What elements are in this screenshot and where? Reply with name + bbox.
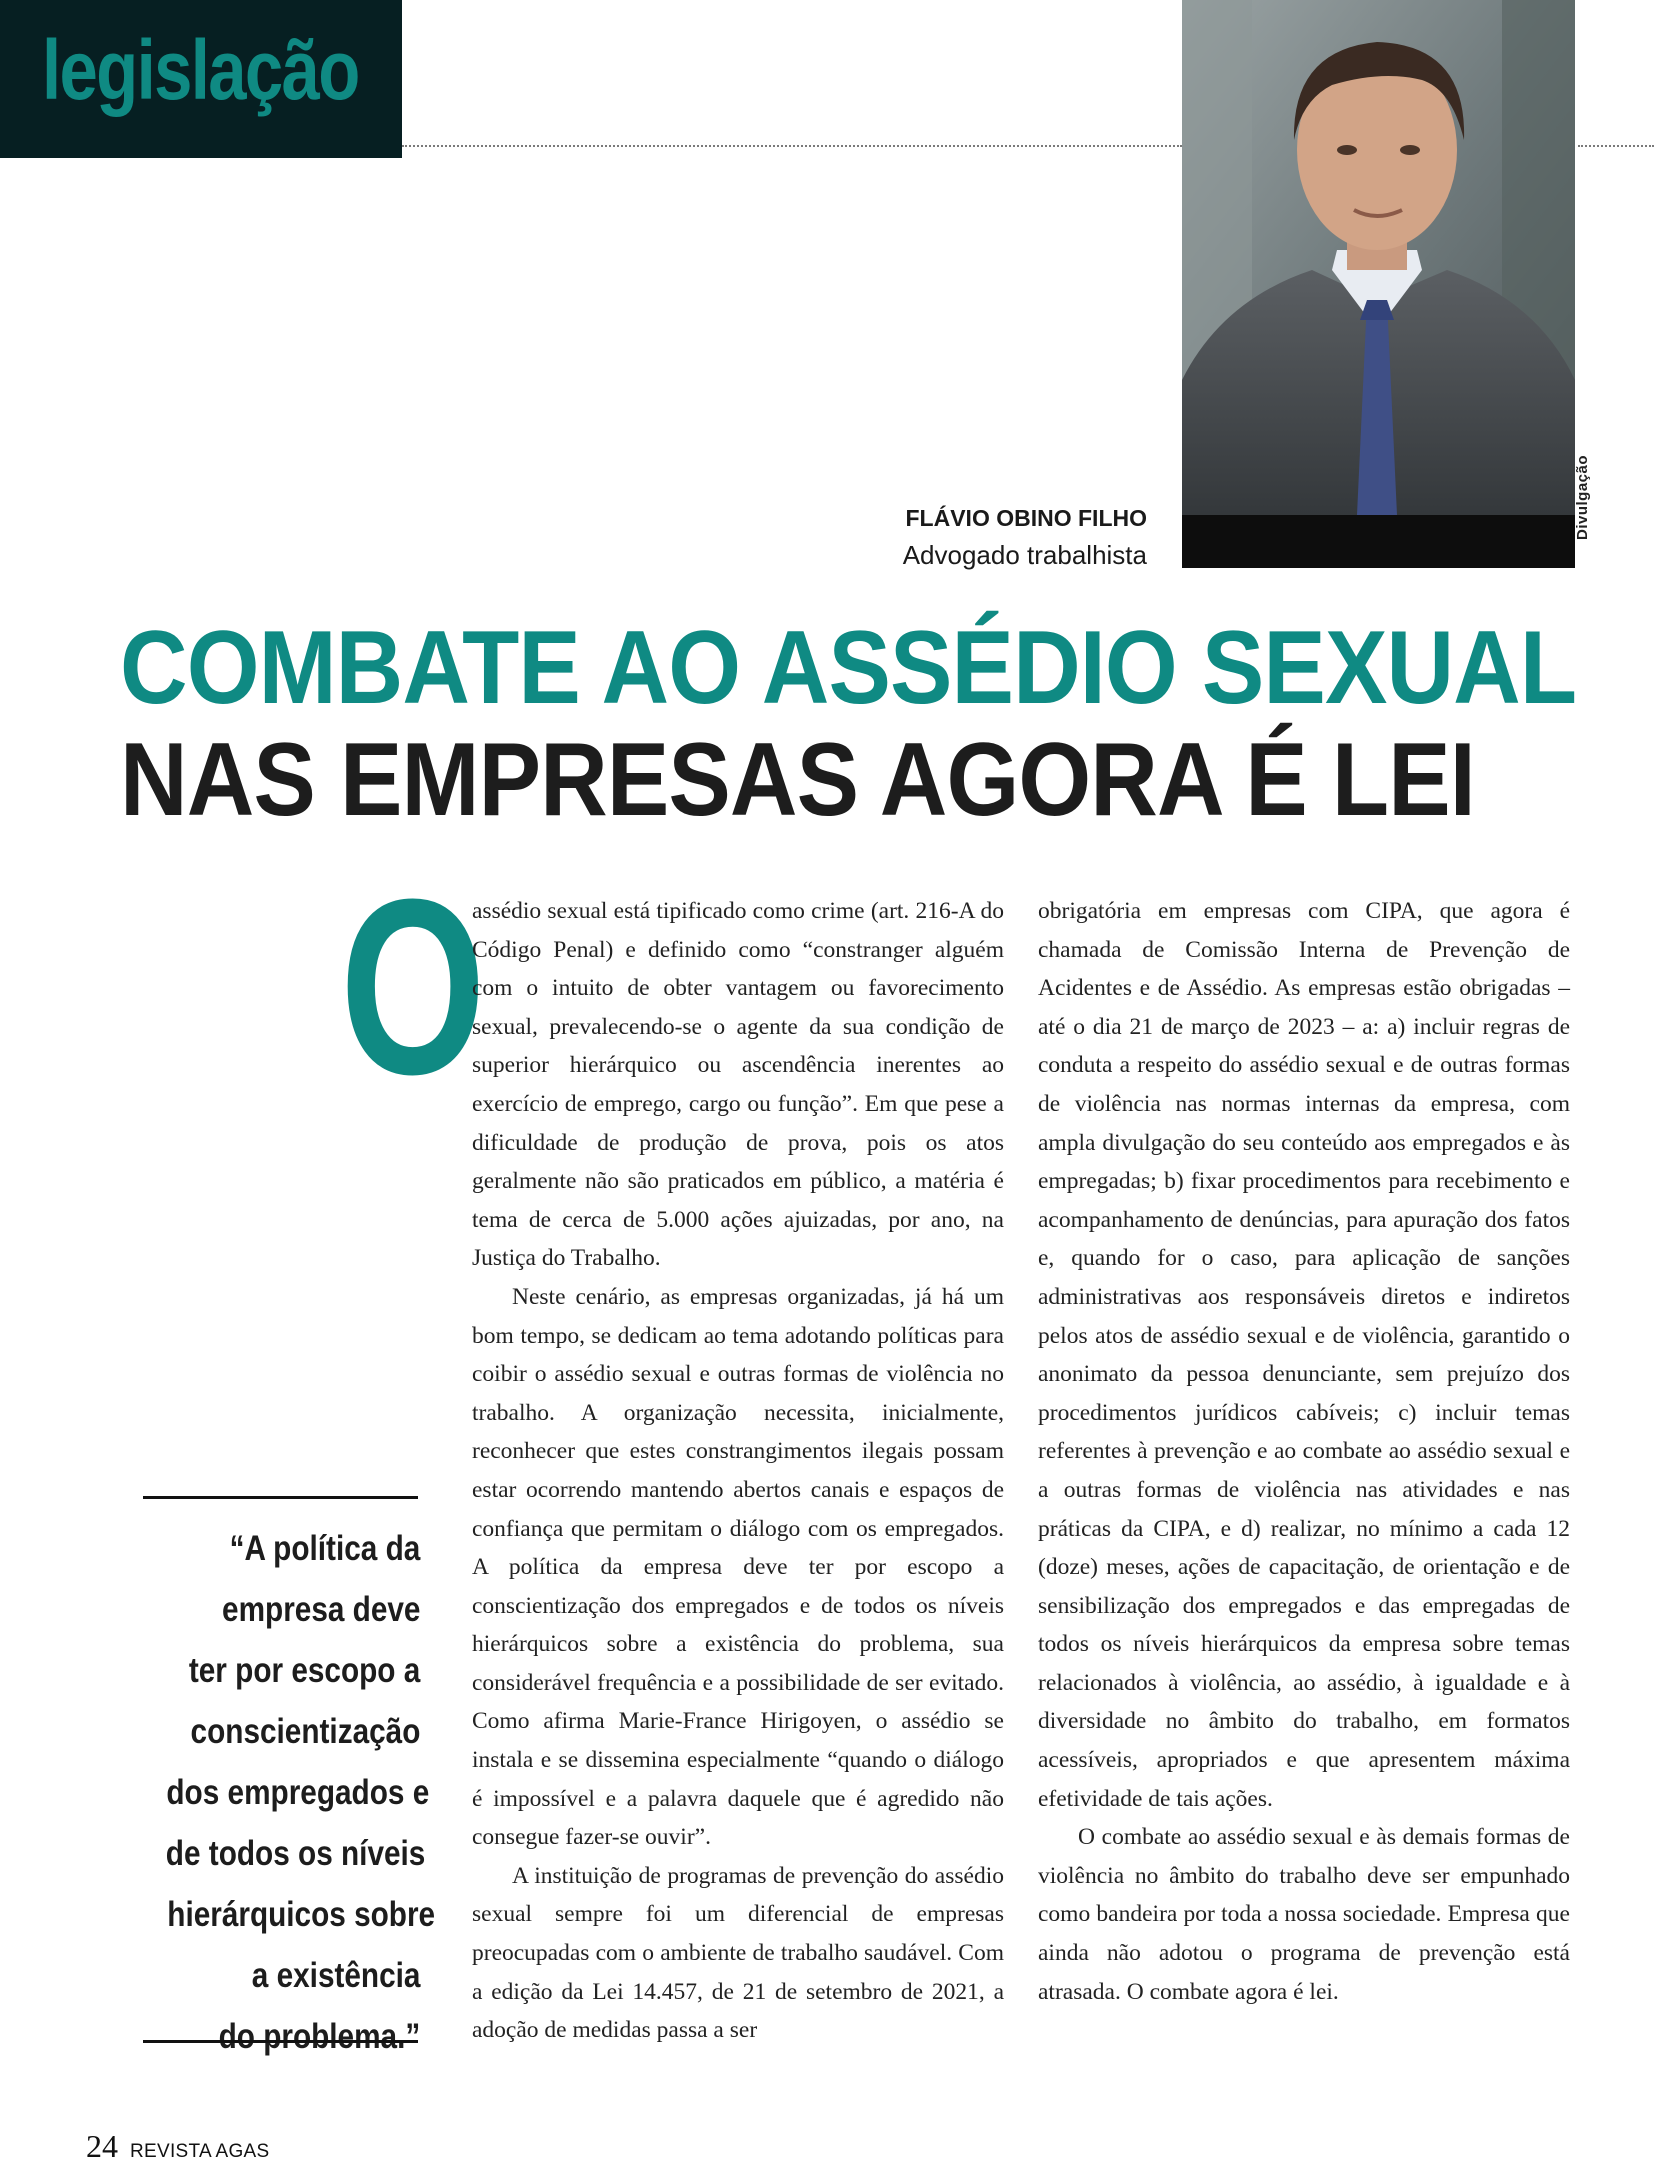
pull-quote-line: do problema.” bbox=[218, 2017, 420, 2056]
headline bbox=[120, 612, 1576, 836]
dotted-rule-left bbox=[402, 145, 1182, 147]
headline-line-2: NAS EMPRESAS AGORA É LEI bbox=[120, 722, 1475, 838]
pull-quote-rule-top bbox=[143, 1496, 418, 1499]
section-label: legislação bbox=[42, 23, 359, 117]
photo-credit: Divulgação bbox=[1574, 454, 1591, 540]
paragraph: O combate ao assédio sexual e às demais formas de violência no âmbito do trabalho deve ser empunhado como bandeira por toda a nossa sociedade. Empresa que ainda não adotou o programa de prevenção está atrasada. O combate agora é lei. bbox=[1038, 1824, 1570, 2005]
pull-quote-line: de todos os níveis bbox=[165, 1834, 426, 1873]
page-number: 24 bbox=[86, 2128, 118, 2164]
author-photo bbox=[1182, 0, 1575, 568]
paragraph: A instituição de programas de prevenção do assédio sexual sempre foi um diferencial de empresas preocupadas com o ambiente de trabalho saudável. Com a edição da Lei 14.457, de 21 de setembro de 2021, a adoção de medidas passa a ser bbox=[472, 1862, 1004, 2044]
author-role: Advogado trabalhista bbox=[902, 540, 1147, 570]
body-column-2 bbox=[1038, 892, 1570, 2011]
body-column-1 bbox=[472, 892, 1004, 2050]
magazine-name: REVISTA AGAS bbox=[130, 2141, 270, 2162]
dotted-rule-right bbox=[1578, 145, 1654, 147]
pull-quote-line: empresa deve bbox=[221, 1590, 420, 1629]
paragraph: Neste cenário, as empresas organizadas, já há um bom tempo, se dedicam ao tema adotando políticas para coibir o assédio sexual e outras formas de violência no trabalho. A organização necessita, inicialmente, reconhecer que estes constrangimentos ilegais possam estar ocorrendo mantendo abertos canais e espaços de confiança que permitam o diálogo com os empregados. A política da empresa deve ter por escopo a conscientização dos empregados e de todos os níveis hierárquicos sobre a existência do problema, sua considerável frequência e a possibilidade de ser evitado. Como afirma Marie-France Hirigoyen, o assédio se instala e se dissemina especialmente “quando o diálogo é impossível e a palavra daquele que é agredido não consegue fazer-se ouvir”. bbox=[472, 1283, 1004, 1851]
headline-line-1: COMBATE AO ASSÉDIO SEXUAL bbox=[120, 610, 1577, 726]
section-tab bbox=[0, 0, 402, 158]
pull-quote-rule-bottom bbox=[143, 2040, 418, 2043]
pull-quote-line: a existência bbox=[251, 1956, 420, 1995]
page-footer bbox=[86, 2128, 269, 2165]
author-name: FLÁVIO OBINO FILHO bbox=[905, 505, 1147, 531]
pull-quote-line: hierárquicos sobre bbox=[167, 1895, 436, 1934]
paragraph: assédio sexual está tipificado como crime (art. 216-A do Código Penal) e definido como “constranger alguém com o intuito de obter vantagem ou favorecimento sexual, prevalecendo-se o agente da sua condição de superior hierárquico ou ascendência inerentes ao exercício de emprego, cargo ou função”. Em que pese a dificuldade de produção de prova, pois os atos geralmente não são praticados em público, a matéria é tema de cerca de 5.000 ações ajuizadas, por ano, na Justiça do Trabalho. bbox=[472, 898, 1004, 1272]
paragraph: obrigatória em empresas com CIPA, que agora é chamada de Comissão Interna de Prevenção de Acidentes e de Assédio. As empresas estão obrigadas – até o dia 21 de março de 2023 – a: a) incluir regras de conduta a respeito do assédio sexual e de outras formas de violência nas normas internas da empresa, com ampla divulgação do seu conteúdo aos empregados e às empregadas; b) fixar procedimentos para recebimento e acompanhamento de denúncias, para apuração dos fatos e, quando for o caso, para aplicação de sanções administrativas aos responsáveis diretos e indiretos pelos atos de assédio sexual e de violência, garantido o anonimato da pessoa denunciante, sem prejuízo dos procedimentos jurídicos cabíveis; c) incluir temas referentes à prevenção e ao combate ao assédio sexual e a outras formas de violência nas atividades e nas práticas da CIPA, e d) realizar, no mínimo a cada 12 (doze) meses, ações de capacitação, de orientação e de sensibilização dos empregados e das empregadas de todos os níveis hierárquicos da empresa sobre temas relacionados à violência, ao assédio, à igualdade e à diversidade no âmbito do trabalho, em formatos acessíveis, apropriados e que apresentem máxima efetividade de tais ações. bbox=[1038, 898, 1570, 1812]
drop-cap: O bbox=[340, 847, 486, 1126]
pull-quote-line: conscientização bbox=[190, 1712, 420, 1751]
pull-quote bbox=[120, 1518, 436, 2067]
pull-quote-line: “A política da bbox=[229, 1529, 420, 1568]
pull-quote-line: dos empregados e bbox=[166, 1773, 430, 1812]
pull-quote-line: ter por escopo a bbox=[188, 1651, 420, 1690]
